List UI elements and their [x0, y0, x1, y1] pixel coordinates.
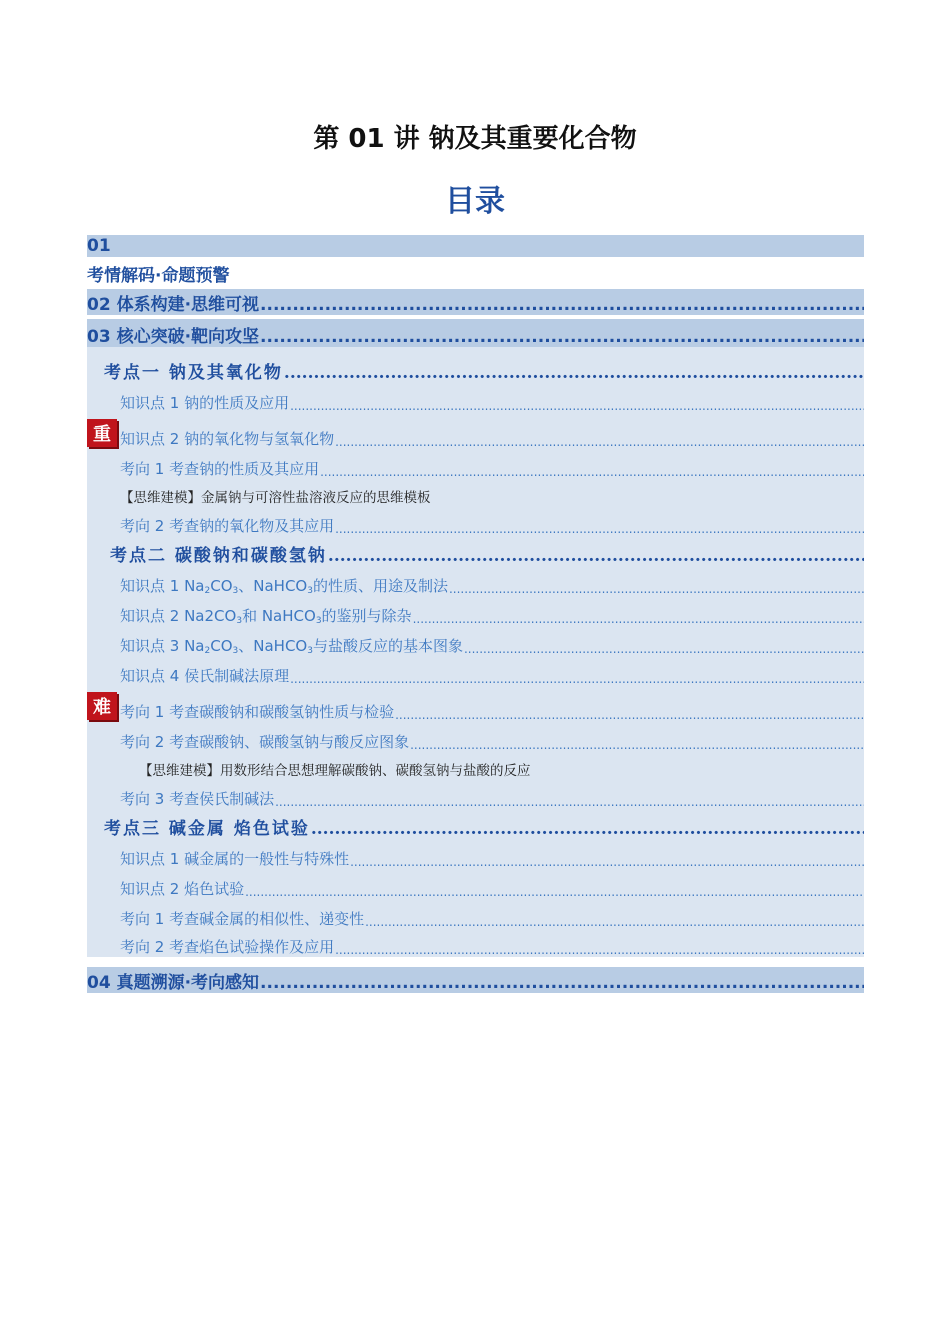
toc-section-04[interactable]	[87, 967, 864, 993]
leader-dots	[284, 363, 864, 383]
toc-item[interactable]	[87, 596, 864, 626]
toc-item-label: 知识点 4 侯氏制碱法原理	[120, 667, 290, 685]
toc-item[interactable]	[87, 869, 864, 899]
toc-section-01-number-text: 01	[87, 236, 111, 256]
leader-dots	[320, 465, 864, 479]
leader-dots	[335, 522, 864, 536]
leader-dots	[311, 819, 864, 839]
toc-item[interactable]	[87, 566, 864, 596]
toc-note[interactable]	[87, 752, 864, 779]
leader-dots	[328, 546, 864, 566]
toc-item-label: 知识点 1 碱金属的一般性与特殊性	[120, 850, 350, 868]
toc-item-label: 知识点 3 $Na_2CO_3$、NaHCO$_3$与盐酸反应的基本图象	[120, 637, 463, 656]
toc-item-label: 知识点 2 钠的氧化物与氢氧化物	[120, 430, 335, 448]
toc-item-label: 考向 2 考查碳酸钠、碳酸氢钠与酸反应图象	[120, 733, 410, 751]
toc-item[interactable]	[87, 656, 864, 686]
toc-section-02-label: 02 体系构建·思维可视	[87, 295, 260, 315]
leader-dots	[260, 327, 864, 347]
toc-item[interactable]	[87, 686, 864, 722]
toc-kp1-label: 考点一 钠及其氧化物	[104, 363, 283, 383]
toc-item-label: 考向 1 考查钠的性质及其应用	[120, 460, 320, 478]
toc-item[interactable]	[87, 413, 864, 449]
leader-dots	[335, 943, 864, 957]
toc-item[interactable]	[87, 449, 864, 479]
leader-dots	[290, 399, 864, 413]
hard-badge-icon: 难	[87, 692, 117, 720]
toc-item[interactable]	[87, 779, 864, 809]
leader-dots	[464, 642, 864, 656]
toc-section-04-label: 04 真题溯源·考向感知	[87, 973, 260, 993]
toc-section-03-body	[87, 347, 864, 957]
toc-item-label: 考向 2 考查焰色试验操作及应用	[120, 938, 335, 956]
toc-kp3[interactable]	[87, 809, 864, 839]
leader-dots	[395, 708, 864, 722]
toc-item[interactable]	[87, 929, 864, 957]
toc-item-label: 考向 2 考查钠的氧化物及其应用	[120, 517, 335, 535]
toc-section-02[interactable]	[87, 289, 864, 315]
toc-item-label: 知识点 1 钠的性质及应用	[120, 394, 290, 412]
toc-note[interactable]	[87, 479, 864, 506]
toc-item[interactable]	[87, 839, 864, 869]
toc-item[interactable]	[87, 383, 864, 413]
toc-item-label: 考向 1 考查碱金属的相似性、递变性	[120, 910, 365, 928]
toc-kp3-label: 考点三 碱金属 焰色试验	[104, 819, 310, 839]
toc-item[interactable]	[87, 506, 864, 536]
leader-dots	[290, 672, 864, 686]
toc-section-01-number[interactable]	[87, 235, 864, 257]
toc-note-label: 【思维建模】用数形结合思想理解碳酸钠、碳酸氢钠与盐酸的反应	[139, 763, 531, 779]
leader-dots	[365, 915, 864, 929]
leader-dots	[413, 612, 864, 626]
toc-item-label: 知识点 1 $Na_2CO_3$、NaHCO$_3$的性质、用途及制法	[120, 577, 448, 596]
toc-section-01[interactable]	[87, 257, 864, 289]
toc-kp2[interactable]	[87, 536, 864, 566]
toc-item-label: 知识点 2 焰色试验	[120, 880, 245, 898]
toc-note-label: 【思维建模】金属钠与可溶性盐溶液反应的思维模板	[120, 490, 431, 506]
toc-item-label: 知识点 2 $Na2CO_3$和 NaHCO$_3$的鉴别与除杂	[120, 607, 412, 626]
leader-dots	[275, 795, 864, 809]
leader-dots	[410, 738, 864, 752]
toc-item[interactable]	[87, 626, 864, 656]
leader-dots	[260, 295, 864, 315]
toc-item[interactable]	[87, 722, 864, 752]
toc-item-label: 考向 3 考查侯氏制碱法	[120, 790, 275, 808]
leader-dots	[260, 973, 864, 993]
toc-section-03[interactable]	[87, 319, 864, 347]
leader-dots	[449, 582, 864, 596]
toc-item-label: 考向 1 考查碳酸钠和碳酸氢钠性质与检验	[120, 703, 395, 721]
toc-section-01-label: 考情解码·命题预警	[87, 265, 230, 286]
table-of-contents	[87, 235, 864, 993]
toc-section-03-label: 03 核心突破·靶向攻坚	[87, 327, 260, 347]
toc-heading: 目录	[445, 184, 505, 219]
toc-item[interactable]	[87, 899, 864, 929]
toc-kp1[interactable]	[87, 353, 864, 383]
toc-kp2-label: 考点二 碳酸钠和碳酸氢钠	[110, 546, 327, 566]
leader-dots	[350, 855, 864, 869]
leader-dots	[335, 435, 864, 449]
leader-dots	[245, 885, 864, 899]
page-title: 第 01 讲 钠及其重要化合物	[313, 124, 637, 154]
key-badge-icon: 重	[87, 419, 117, 447]
